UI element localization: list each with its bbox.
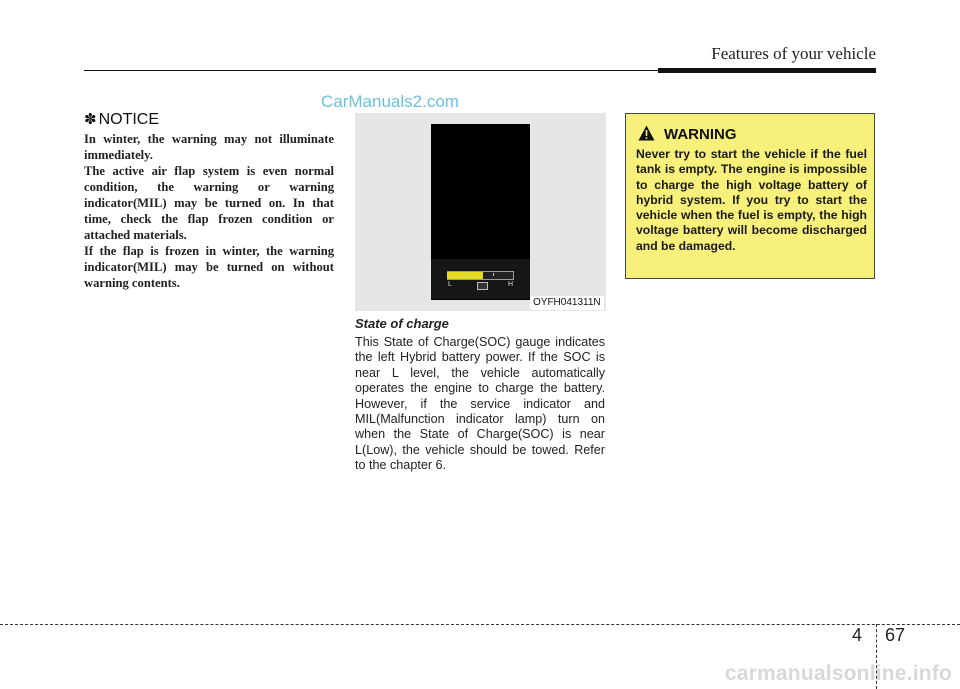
footer-rule (0, 624, 960, 625)
header-rule-accent (658, 68, 876, 73)
soc-title: State of charge (355, 316, 449, 331)
chapter-number: 4 (852, 625, 863, 645)
warning-paragraph: Never try to start the vehicle if the fuel tank is empty. The engine is impossible to charge the high voltage battery of hybrid system. If you try to start the vehicle when the fuel is empty, the high voltage battery will become discharged and be damaged. (636, 147, 867, 253)
soc-gauge-track (447, 271, 514, 280)
warning-box (625, 113, 875, 279)
gauge-high-label: H (508, 281, 514, 288)
notice-paragraph: If the flap is frozen in winter, the warning indicator(MIL) may be turned on without warning contents. (84, 244, 334, 290)
soc-section (355, 316, 605, 474)
battery-icon (477, 282, 488, 290)
figure-code: OYFH041311N (530, 296, 604, 310)
watermark-bottom: carmanualsonline.info (724, 662, 952, 685)
notice-heading-label: NOTICE (98, 111, 160, 128)
soc-paragraph: This State of Charge(SOC) gauge indicates the left Hybrid battery power. If the SOC is near L level, the vehicle automatically operates the engine to charge the battery. However, if the service indicator and MIL(Malfunction indicator lamp) turn on when the State of Charge(SOC) is near L(Low), the vehicle should be towed. Refer to the chapter 6. (355, 335, 605, 473)
warning-triangle-icon (638, 125, 655, 141)
section-title: Features of your vehicle (711, 44, 876, 63)
warning-title: WARNING (664, 126, 737, 143)
notice-paragraph: In winter, the warning may not illuminate immediately. (84, 132, 334, 162)
soc-gauge-figure (355, 113, 606, 311)
page-number: 67 (885, 625, 906, 645)
notice-box (84, 110, 334, 291)
notice-heading (84, 110, 334, 129)
notice-body (84, 131, 334, 291)
notice-paragraph: The active air flap system is even normal condition, the warning or warning indicator(MIL) may be turned on. In that time, check the flap frozen condition or attached materials. (84, 164, 334, 242)
header-rule (84, 70, 660, 71)
warning-body (636, 147, 867, 254)
soc-body (355, 335, 605, 474)
watermark-top: CarManuals2.com (321, 92, 459, 111)
notice-marker-icon: ✽ (84, 111, 97, 128)
gauge-tick (467, 273, 468, 276)
soc-gauge (431, 259, 530, 299)
gauge-low-label: L (448, 281, 452, 288)
gauge-tick (493, 273, 494, 276)
soc-gauge-fill (447, 272, 483, 279)
